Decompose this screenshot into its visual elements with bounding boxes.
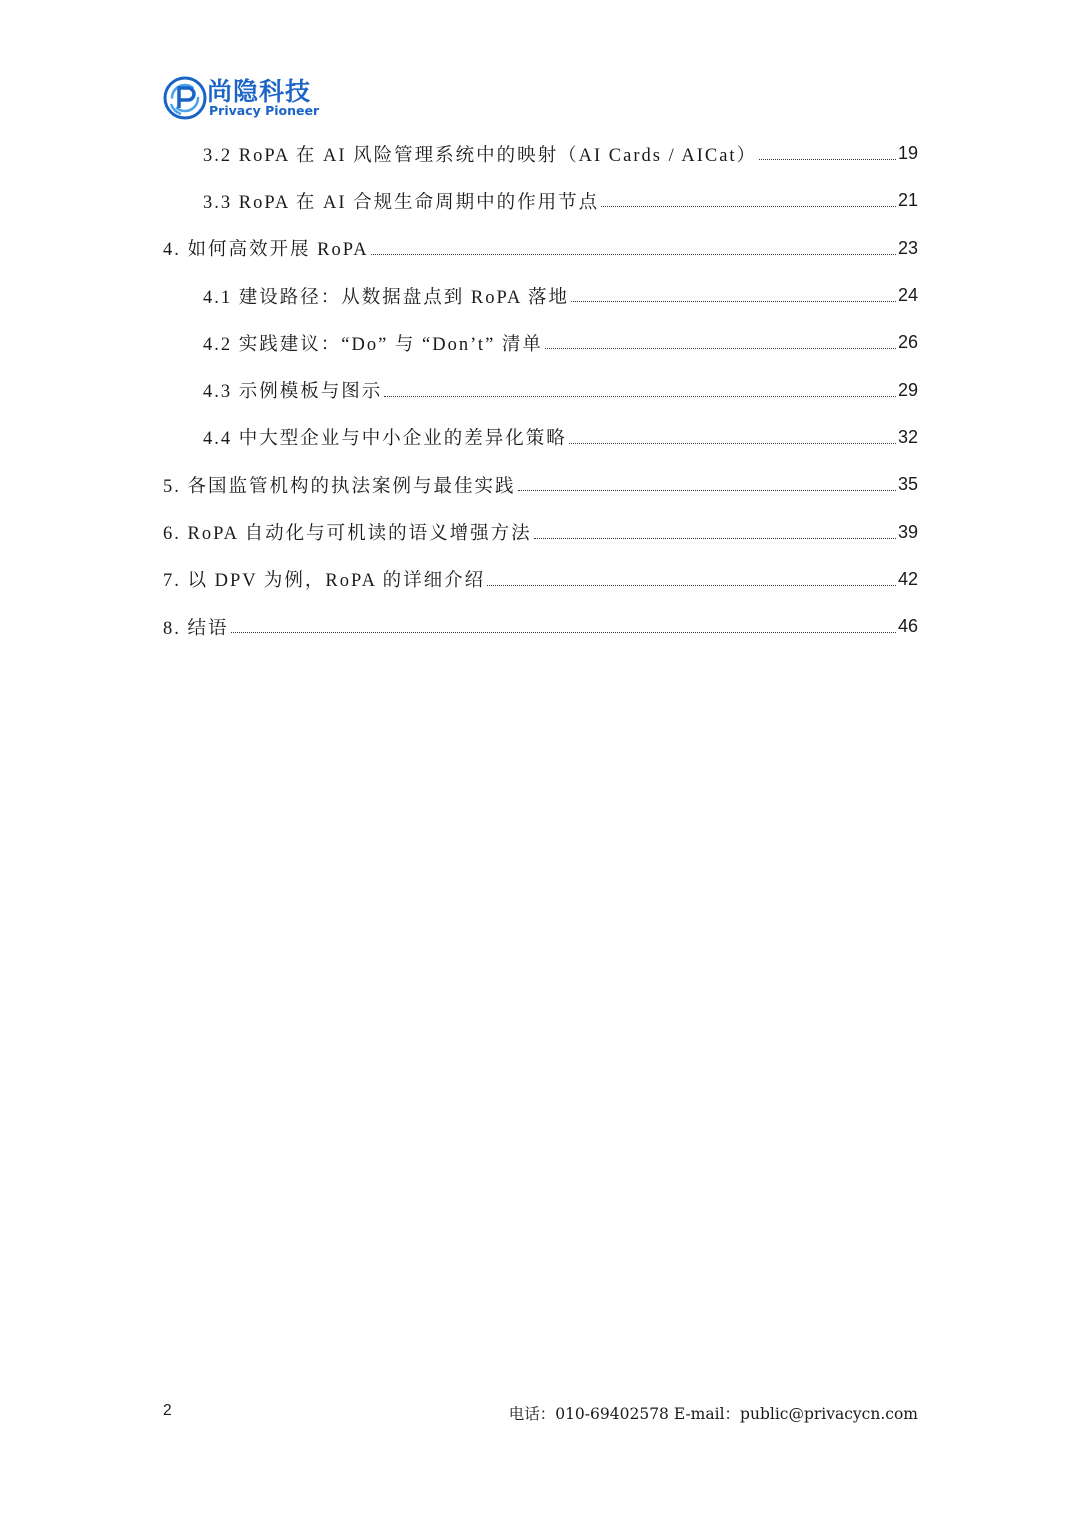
toc-entry-page: 29 [897,379,918,400]
toc-entry-page: 19 [897,143,918,164]
toc-entry-title: 4. 如何高效开展 RoPA [163,240,369,261]
toc-entry-title: 7. 以 DPV 为例，RoPA 的详细介绍 [163,571,486,592]
toc-entry-page: 32 [897,426,918,447]
toc-entry[interactable] [163,556,918,603]
toc-entry-title: 4.3 示例模板与图示 [203,382,383,403]
toc-entry-page: 46 [897,616,918,637]
toc-entry-title: 8. 结语 [163,618,229,639]
page-number: 2 [163,1402,172,1419]
privacy-pioneer-logo-icon [163,76,207,120]
toc-entry[interactable] [163,319,918,366]
toc-leader-dots [518,490,896,491]
toc-entry-title: 5. 各国监管机构的执法案例与最佳实践 [163,476,516,497]
page-footer [163,1402,918,1426]
toc-leader-dots [371,254,896,255]
table-of-contents [163,130,918,650]
toc-entry[interactable] [163,177,918,224]
logo-english-name: Privacy Pioneer [209,103,320,118]
toc-entry[interactable] [163,366,918,413]
toc-entry-page: 42 [897,568,918,589]
toc-entry-page: 24 [897,285,918,306]
toc-leader-dots [569,443,896,444]
toc-entry-title: 4.4 中大型企业与中小企业的差异化策略 [203,429,567,450]
toc-entry[interactable] [163,225,918,272]
toc-leader-dots [487,585,896,586]
header-logo [163,76,463,122]
contact-info: 电话：010-69402578 E-mail：public@privacycn.com [508,1405,918,1423]
toc-entry-title: 3.3 RoPA 在 AI 合规生命周期中的作用节点 [203,192,600,213]
toc-leader-dots [601,206,896,207]
toc-leader-dots [759,159,896,160]
logo-chinese-name: 尚隐科技 [207,77,312,106]
toc-leader-dots [231,632,896,633]
toc-entry-page: 35 [897,474,918,495]
toc-entry[interactable] [163,414,918,461]
toc-entry-page: 21 [897,190,918,211]
toc-leader-dots [545,348,896,349]
toc-entry[interactable] [163,603,918,650]
toc-entry-title: 4.2 实践建议：“Do” 与 “Don’t” 清单 [203,334,543,355]
toc-entry-page: 26 [897,332,918,353]
toc-leader-dots [534,538,896,539]
toc-leader-dots [571,301,896,302]
toc-entry[interactable] [163,508,918,555]
toc-entry[interactable] [163,461,918,508]
toc-leader-dots [384,396,896,397]
toc-entry-title: 4.1 建设路径：从数据盘点到 RoPA 落地 [203,287,570,308]
toc-entry-page: 23 [897,237,918,258]
toc-entry-title: 6. RoPA 自动化与可机读的语义增强方法 [163,524,532,545]
toc-entry[interactable] [163,272,918,319]
toc-entry[interactable] [163,130,918,177]
toc-entry-title: 3.2 RoPA 在 AI 风险管理系统中的映射（AI Cards / AICat） [203,145,758,166]
toc-entry-page: 39 [897,521,918,542]
